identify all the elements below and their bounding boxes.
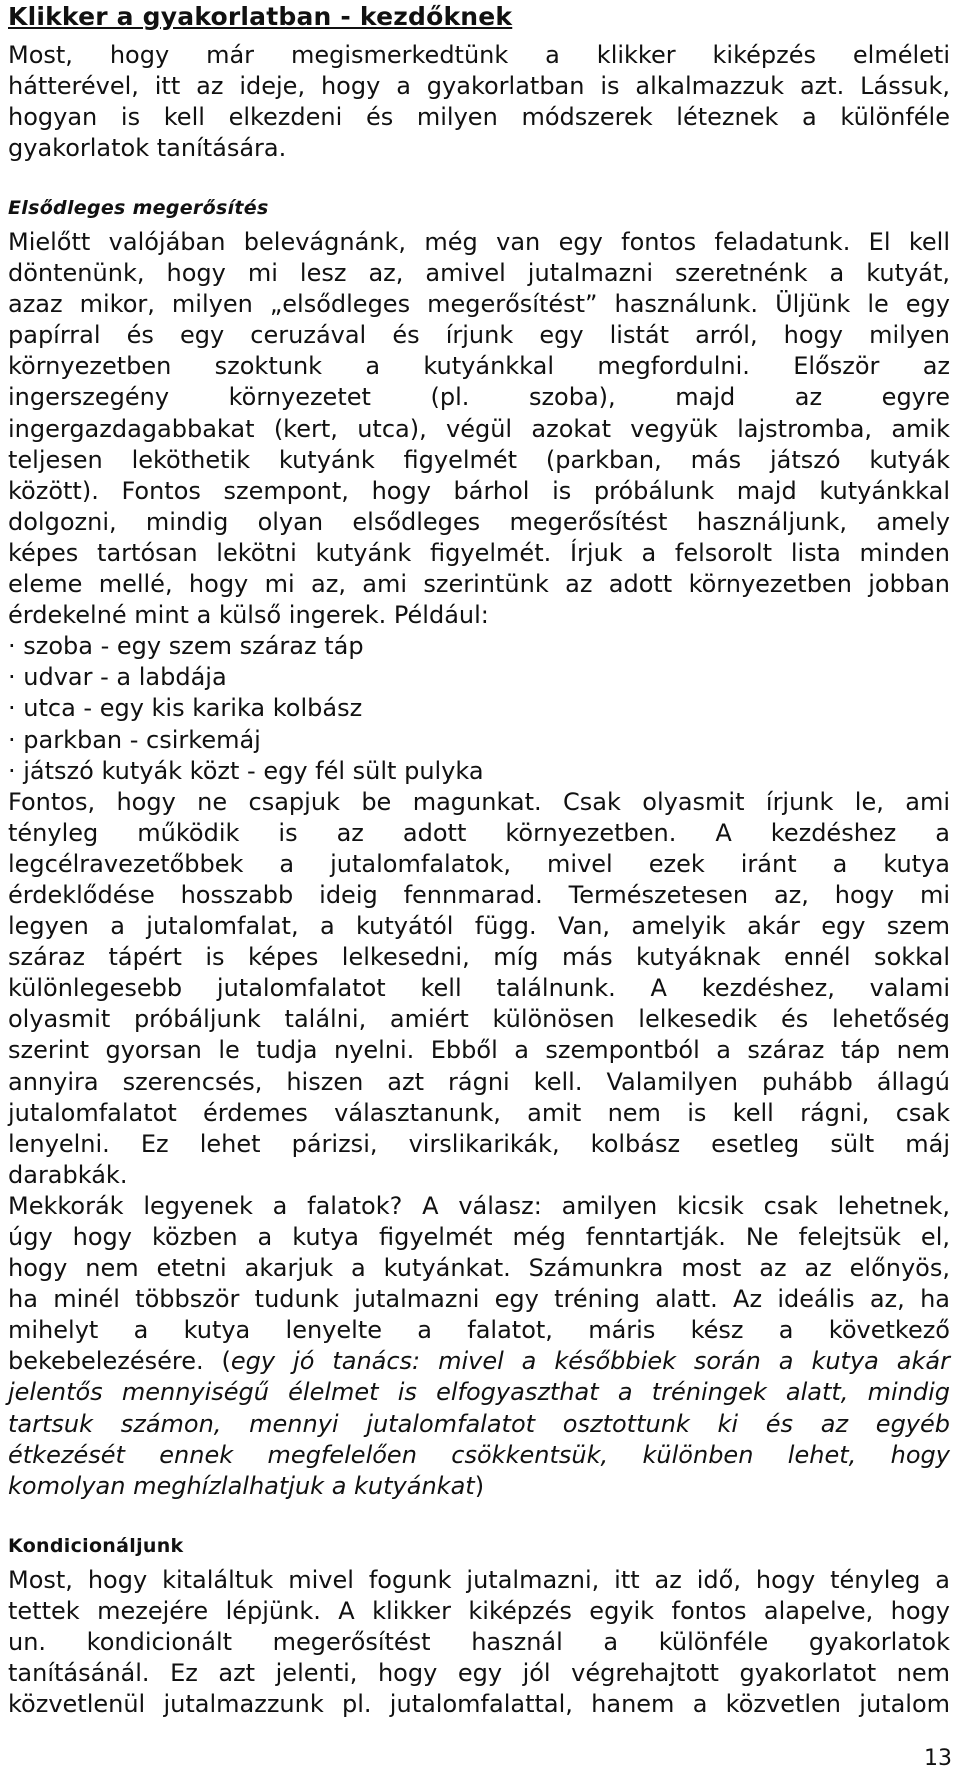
text-line: lenyelni. Ez lehet párizsi, virslikarikák, kolbász esetleg sült máj [8, 1129, 950, 1158]
text-line: ha minél többször tudunk jutalmazni egy tréning alatt. Az ideális az, ha [8, 1285, 950, 1314]
text-line: tanításánál. Ez azt jelenti, hogy egy jól végrehajtott gyakorlatot nem [8, 1659, 950, 1688]
text-line: jelentős mennyiségű élelmet is elfogyaszthat a tréningek alatt, mindig [8, 1378, 950, 1407]
text-line: mihelyt a kutya lenyelte a falatot, máris kész a következő [8, 1316, 950, 1345]
italic-fragment: egy jó tanács: mivel a későbbiek során a kutya akár [230, 1347, 950, 1376]
text-line: szerint gyorsan le tudja nyelni. Ebből a szempontból a száraz táp nem [8, 1036, 950, 1065]
text-line: jutalomfalatot érdemes választanunk, amit nem is kell rágni, csak [8, 1098, 950, 1127]
text-line: dolgozni, mindig olyan elsődleges megerősítést használjunk, amely [8, 507, 950, 536]
text-line: döntenünk, hogy mi lesz az, amivel jutalmazni szeretnénk a kutyát, [8, 259, 950, 288]
text-line: darabkák. [8, 1160, 128, 1189]
text-line: képes tartósan lekötni kutyánk figyelmét. Írjuk a felsorolt lista minden [8, 538, 950, 567]
text-line [8, 1346, 950, 1377]
section-body-primary-reinforcement [8, 227, 950, 1502]
text-line: · játszó kutyák közt - egy fél sült pulyka [8, 756, 484, 785]
text-line: olyasmit próbáljunk találni, amiért különösen lelkesedik és lehetőség [8, 1005, 950, 1034]
text-line: Mielőtt valójában belevágnánk, még van egy fontos feladatunk. El kell [8, 228, 950, 256]
text-line: ingergazdagabbakat (kert, utca), végül azokat vegyük lajstromba, amik [8, 414, 950, 443]
text-line: papírral és egy ceruzával és írjunk egy listát arról, hogy milyen [8, 321, 950, 350]
text-line: · utca - egy kis karika kolbász [8, 694, 363, 723]
section-heading-conditioning: Kondicionáljunk [8, 1535, 184, 1557]
text-line: tartsuk számon, mennyi jutalomfalatot osztottunk ki és az egyéb [8, 1409, 950, 1438]
section-heading-primary-reinforcement: Elsődleges megerősítés [8, 197, 269, 219]
text-line: azaz mikor, milyen „elsődleges megerősítést” használunk. Üljünk le egy [8, 290, 950, 319]
text-line: teljesen leköthetik kutyánk figyelmét (parkban, más játszó kutyák [8, 445, 950, 474]
text-line: különlegesebb jutalomfalatot kell találnunk. A kezdéshez, valami [8, 974, 950, 1003]
text-line: gyakorlatok tanítására. [8, 134, 287, 163]
text-line: érdekelné mint a külső ingerek. Például: [8, 601, 489, 630]
text-fragment: bekebelezésére. ( [8, 1347, 231, 1376]
text-line: · parkban - csirkemáj [8, 725, 261, 754]
text-line: úgy hogy közben a kutya figyelmét még fenntartják. Ne felejtsük el, [8, 1223, 950, 1251]
text-line [8, 1471, 950, 1502]
text-line: ingerszegény környezetet (pl. szoba), majd az egyre [8, 383, 950, 412]
text-line: között). Fontos szempont, hogy bárhol is próbálunk majd kutyánkkal [8, 476, 950, 505]
text-line: Most, hogy már megismerkedtünk a klikker kiképzés elméleti [8, 41, 950, 69]
text-line: · udvar - a labdája [8, 663, 227, 692]
text-line: legcélravezetőbbek a jutalomfalatok, mivel ezek iránt a kutya [8, 849, 950, 878]
text-line: közvetlenül jutalmazzunk pl. jutalomfalattal, hanem a közvetlen jutalom [8, 1690, 950, 1719]
section-body-conditioning [8, 1565, 950, 1720]
text-line: annyira szerencsés, hiszen azt rágni kell. Valamilyen puhább állagú [8, 1067, 950, 1096]
text-line: un. kondicionált megerősítést használ a különféle gyakorlatok [8, 1628, 950, 1657]
text-line: Most, hogy kitaláltuk mivel fogunk jutalmazni, itt az idő, hogy tényleg a [8, 1566, 950, 1594]
text-line: tettek mezejére lépjünk. A klikker kiképzés egyik fontos alapelve, hogy [8, 1597, 950, 1626]
text-line: hogyan is kell elkezdeni és milyen módszerek léteznek a különféle [8, 103, 950, 132]
page-number: 13 [924, 1746, 952, 1771]
text-line: hátterével, itt az ideje, hogy a gyakorlatban is alkalmazzuk azt. Lássuk, [8, 72, 950, 101]
italic-fragment: komolyan meghízlalhatjuk a kutyánkat [8, 1471, 475, 1500]
text-line: eleme mellé, hogy mi az, ami szerintünk az adott környezetben jobban [8, 570, 950, 599]
text-line: Fontos, hogy ne csapjuk be magunkat. Csak olyasmit írjunk le, ami [8, 787, 950, 816]
text-line: étkezését ennek megfelelően csökkentsük, különben lehet, hogy [8, 1440, 950, 1469]
text-line: környezetben szoktunk a kutyánkkal megfordulni. Először az [8, 352, 950, 381]
text-line: száraz tápért is képes lelkesedni, míg más kutyáknak ennél sokkal [8, 943, 950, 972]
text-line: Mekkorák legyenek a falatok? A válasz: amilyen kicsik csak lehetnek, [8, 1191, 950, 1220]
text-line: · szoba - egy szem száraz táp [8, 632, 364, 661]
text-line: tényleg működik is az adott környezetben. A kezdéshez a [8, 818, 950, 847]
intro-paragraph [8, 40, 950, 164]
text-fragment: ) [474, 1471, 485, 1500]
text-line: érdeklődése hosszabb ideig fennmarad. Természetesen az, hogy mi [8, 880, 950, 909]
text-line: legyen a jutalomfalat, a kutyától függ. Van, amelyik akár egy szem [8, 912, 950, 941]
text-line: hogy nem etetni akarjuk a kutyánkat. Számunkra most az az előnyös, [8, 1254, 950, 1283]
page-title: Klikker a gyakorlatban - kezdőknek [8, 2, 513, 31]
